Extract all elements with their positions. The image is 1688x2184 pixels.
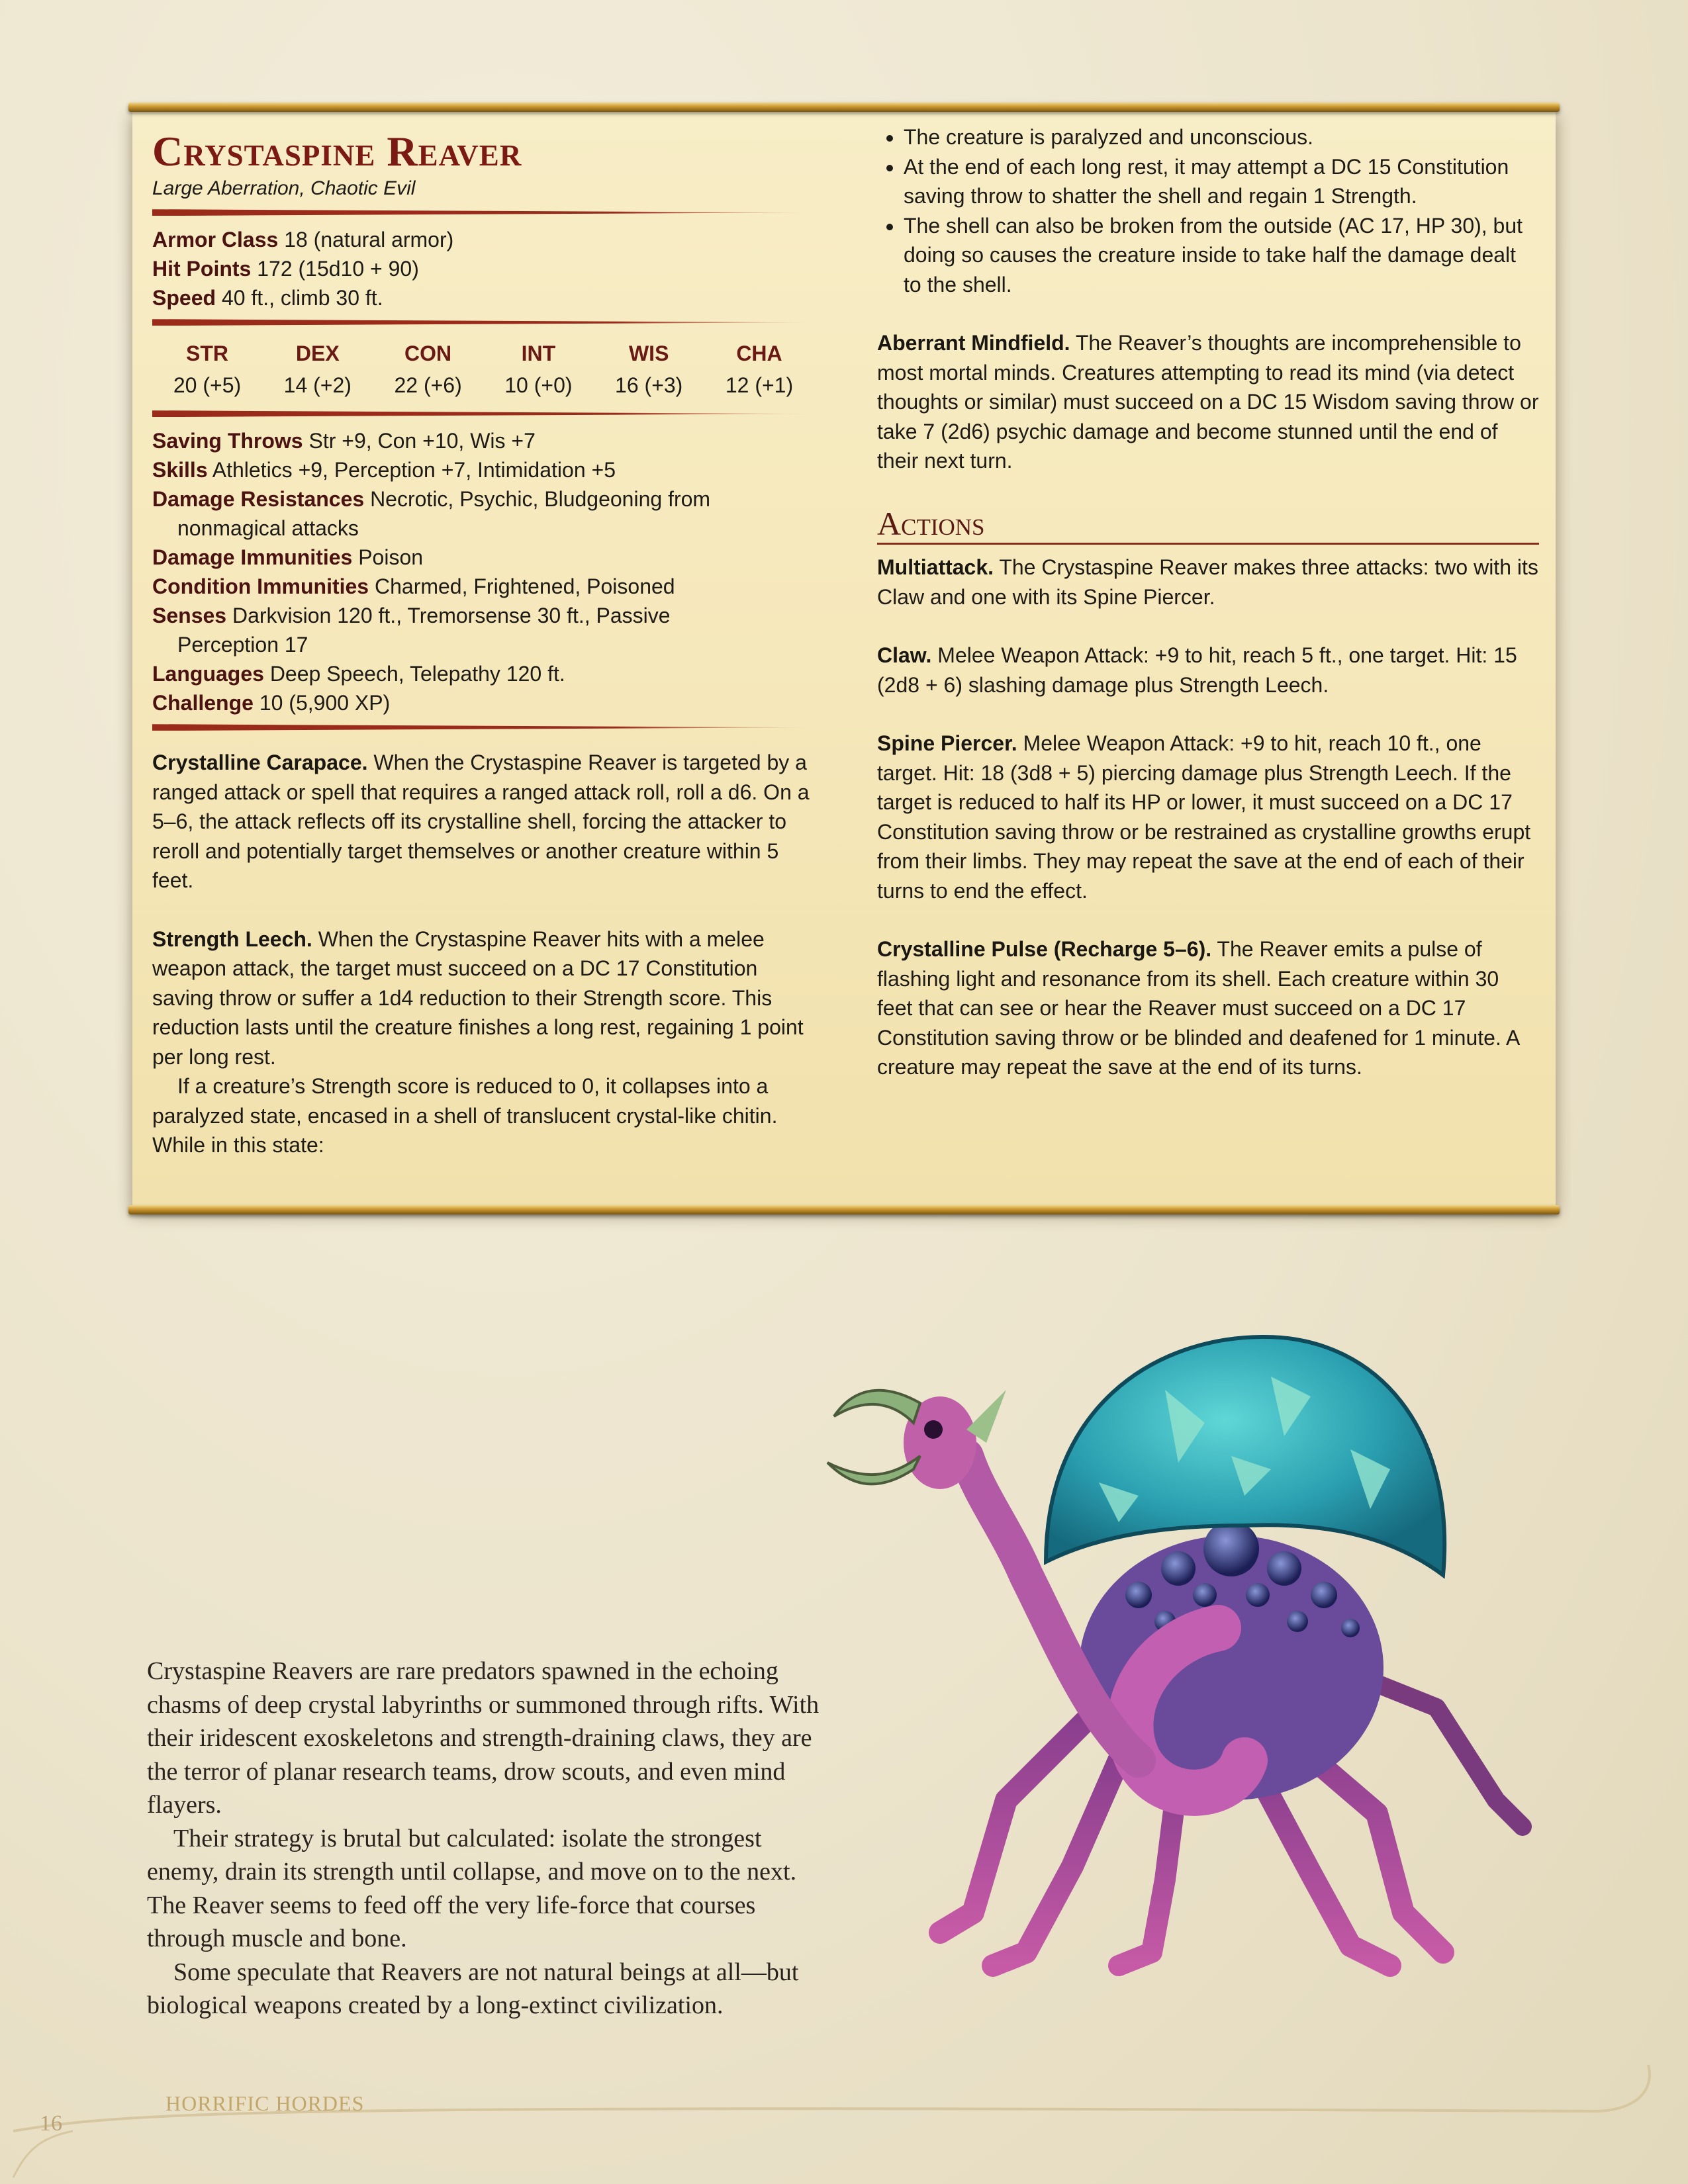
- ability-value: 10 (+0): [504, 373, 573, 398]
- damage-immunities-line: [152, 543, 814, 572]
- ability-wis: [594, 338, 704, 401]
- lore-text: [147, 1655, 822, 2023]
- ability-scores: [152, 335, 814, 404]
- condition-immunities-label: Condition Immunities: [152, 574, 369, 599]
- hit-points-label: Hit Points: [152, 257, 252, 281]
- monster-illustration: [808, 1297, 1562, 1999]
- pincer-upper: [834, 1390, 920, 1423]
- monster-name: Crystaspine Reaver: [152, 128, 522, 175]
- damage-resistances-cont: nonmagical attacks: [177, 516, 359, 541]
- action-claw: [877, 641, 1539, 700]
- divider: [152, 319, 814, 326]
- senses-line: [152, 601, 814, 630]
- speed-label: Speed: [152, 286, 216, 310]
- action-spine-piercer: [877, 729, 1539, 905]
- action-text: The Crystaspine Reaver makes three attacks: two with its Claw and one with its Spine Piercer.: [877, 555, 1538, 609]
- stat-block-top-bar: [128, 103, 1560, 112]
- divider: [152, 724, 814, 731]
- trait-text: When the Crystaspine Reaver is targeted by a ranged attack or spell that requires a ranged attack roll, roll a d6. On a 5–6, the attack reflects off its crystalline shell, forcing the attacker to reroll and potentially target themselves or another creature within 5 feet.: [152, 751, 810, 893]
- speed-line: [152, 283, 814, 312]
- skills-line: [152, 455, 814, 484]
- action-name: Multiattack.: [877, 555, 994, 579]
- damage-immunities-value: Poison: [358, 545, 424, 570]
- action-text: The Reaver emits a pulse of flashing light and resonance from its shell. Each creature within 30 feet that can see or hear the Reaver must succeed on a DC 17 Constitution saving throw or be blinded and deafened for 1 minute. A creature may repeat the save at the end of its turns.: [877, 937, 1519, 1079]
- challenge-value: 10 (5,900 XP): [259, 691, 391, 715]
- footer-title: HORRIFIC HORDES: [165, 2091, 365, 2115]
- bullet-item: • The creature is paralyzed and unconscious.: [904, 122, 1539, 152]
- ability-value: 14 (+2): [283, 373, 352, 398]
- action-multiattack: [877, 553, 1539, 612]
- saving-throws-label: Saving Throws: [152, 429, 303, 453]
- bullet-item: • The shell can also be broken from the outside (AC 17, HP 30), but doing so causes the creature inside to take half the damage dealt to the shell.: [904, 211, 1539, 300]
- footer-ornament: [0, 2052, 1688, 2184]
- stat-block-right-column: [877, 122, 1539, 1111]
- languages-line: [152, 659, 814, 688]
- divider: [152, 410, 814, 417]
- action-crystalline-pulse: [877, 934, 1539, 1082]
- ability-name: WIS: [628, 341, 669, 366]
- stat-block-left-column: [152, 129, 814, 1189]
- ability-name: CON: [404, 341, 452, 366]
- strength-leech-bullets: [877, 122, 1539, 299]
- head-eye: [924, 1420, 943, 1439]
- action-name: Claw.: [877, 643, 932, 667]
- challenge-line: [152, 688, 814, 717]
- bullet-item: • At the end of each long rest, it may attempt a DC 15 Constitution saving throw to shatter the shell and regain 1 Strength.: [904, 152, 1539, 211]
- condition-immunities-line: [152, 572, 814, 601]
- senses-value: Darkvision 120 ft., Tremorsense 30 ft., Passive: [232, 604, 671, 628]
- languages-value: Deep Speech, Telepathy 120 ft.: [269, 662, 565, 686]
- divider: [152, 209, 814, 216]
- armor-class-value: 18 (natural armor): [284, 228, 454, 252]
- trait-strength-leech: [152, 925, 814, 1072]
- damage-resistances-line: [152, 484, 814, 514]
- trait-aberrant-mindfield: [877, 328, 1539, 476]
- challenge-label: Challenge: [152, 691, 254, 715]
- action-name: Crystalline Pulse (Recharge 5–6).: [877, 937, 1212, 961]
- hit-points-value: 172 (15d10 + 90): [257, 257, 419, 281]
- monster-type: Large Aberration, Chaotic Evil: [152, 177, 416, 200]
- speed-value: 40 ft., climb 30 ft.: [221, 286, 383, 310]
- senses-cont: Perception 17: [177, 633, 308, 657]
- saving-throws-value: Str +9, Con +10, Wis +7: [308, 429, 536, 453]
- armor-class-label: Armor Class: [152, 228, 279, 252]
- ability-value: 20 (+5): [173, 373, 242, 398]
- ability-name: INT: [521, 341, 556, 366]
- languages-label: Languages: [152, 662, 264, 686]
- lore-paragraph: Crystaspine Reavers are rare predators spawned in the echoing chasms of deep crystal labyrinths or summoned through rifts. With their iridescent exoskeletons and strength-draining claws, they are the terror of planar research teams, drow scouts, and even mind flayers.: [147, 1657, 820, 1819]
- ability-value: 16 (+3): [615, 373, 683, 398]
- senses-label: Senses: [152, 604, 227, 628]
- trait-name: Strength Leech.: [152, 927, 312, 951]
- ability-name: DEX: [295, 341, 340, 366]
- action-text: Melee Weapon Attack: +9 to hit, reach 5 ft., one target. Hit: 15 (2d8 + 6) slashing damage plus Strength Leech.: [877, 643, 1517, 697]
- ability-value: 12 (+1): [725, 373, 794, 398]
- trait-name: Aberrant Mindfield.: [877, 331, 1070, 355]
- damage-resistances-label: Damage Resistances: [152, 487, 365, 512]
- ability-con: [373, 338, 483, 401]
- stat-block: [132, 109, 1556, 1208]
- ability-name: CHA: [736, 341, 782, 366]
- trait-name: Crystalline Carapace.: [152, 751, 368, 775]
- action-text: Melee Weapon Attack: +9 to hit, reach 10 ft., one target. Hit: 18 (3d8 + 5) piercing damage plus Strength Leech. If the target is reduced to half its HP or lower, it must succeed on a DC 17 Constitution saving throw or be restrained as crystalline growths erupt from their limbs. They may repeat the save at the end of each of their turns to end the effect.: [877, 731, 1531, 903]
- ability-int: [483, 338, 593, 401]
- damage-immunities-label: Damage Immunities: [152, 545, 353, 570]
- condition-immunities-value: Charmed, Frightened, Poisoned: [374, 574, 675, 599]
- skills-label: Skills: [152, 458, 208, 482]
- trait-crystalline-carapace: [152, 748, 814, 895]
- lore-paragraph: Some speculate that Reavers are not natural beings at all—but biological weapons created by a long-extinct civilization.: [147, 1958, 799, 2019]
- ability-cha: [704, 338, 814, 401]
- trait-text: When the Crystaspine Reaver hits with a melee weapon attack, the target must succeed on a DC 17 Constitution saving throw or suffer a 1d4 reduction to their Strength score. This reduction lasts until the creature finishes a long rest, regaining 1 point per long rest.: [152, 927, 804, 1069]
- skills-value: Athletics +9, Perception +7, Intimidation +5: [212, 458, 616, 482]
- page-number: 16: [40, 2111, 62, 2136]
- stat-block-bottom-bar: [128, 1205, 1560, 1214]
- pincer-lower: [827, 1456, 920, 1484]
- ability-value: 22 (+6): [394, 373, 462, 398]
- actions-heading: Actions: [877, 505, 1539, 545]
- ability-dex: [263, 338, 373, 401]
- trait-text: The Reaver’s thoughts are incomprehensible to most mortal minds. Creatures attempting to read its mind (via detect thoughts or similar) must succeed on a DC 15 Wisdom saving throw or take 7 (2d6) psychic damage and become stunned until the end of their next turn.: [877, 331, 1539, 473]
- trait-strength-leech-cont: If a creature’s Strength score is reduced to 0, it collapses into a paralyzed state, encased in a shell of translucent crystal-like chitin. While in this state:: [152, 1074, 778, 1158]
- lore-paragraph: Their strategy is brutal but calculated: isolate the strongest enemy, drain its strength until collapse, and move on to the next. The Reaver seems to feed off the very life-force that courses through muscle and bone.: [147, 1824, 797, 1952]
- saving-throws-line: [152, 426, 814, 455]
- ability-name: STR: [186, 341, 228, 366]
- armor-class-line: [152, 225, 814, 254]
- action-name: Spine Piercer.: [877, 731, 1017, 755]
- damage-resistances-value: Necrotic, Psychic, Bludgeoning from: [370, 487, 711, 512]
- ability-str: [152, 338, 262, 401]
- hit-points-line: [152, 254, 814, 283]
